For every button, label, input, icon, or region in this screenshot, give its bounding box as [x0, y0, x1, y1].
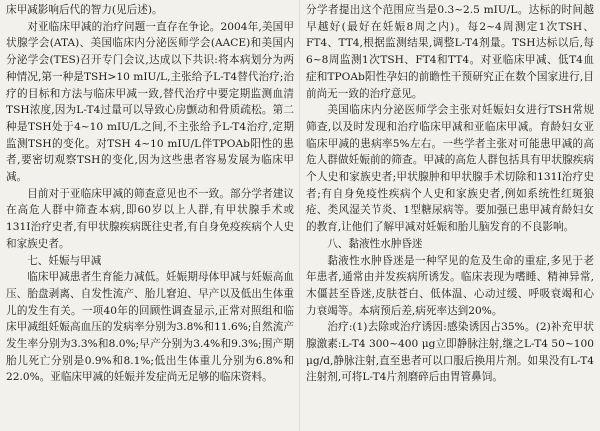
left-column [6, 2, 294, 386]
section-heading-pregnancy: 七、妊娠与甲减 [27, 254, 102, 267]
paragraph-screening: 目前对于亚临床甲减的筛查意见也不一致。部分学者建议在高危人群中筛查本病,即60岁以上人群,有甲状腺手术或131I治疗史者,有甲状腺疾病既往史者,有自身免疫疾病个人史和家族史者。 [6, 187, 294, 250]
paragraph-continued: 床甲减影响后代的智力(见后述)。 [6, 4, 163, 16]
paragraph-subclinical-treatment: 对亚临床甲减的治疗问题一直存在争论。2004年,美国甲状腺学会(ATA)、美国临床内分泌医师学会(AACE)和美国内分泌学会(TES)召开专门会议,达成以下共识:将本病划分为两种情况,第一种是TSH>10 mIU/L,主张给予L-T4替代治疗;治疗的目标和方法与临床甲减一致,替代治疗中要定期监测血清TSH浓度,因为L-T4过量可以导致心房颤动和骨质疏松。第二种是TSH处于4~10 mIU/L之间,不主张给予L-T4治疗,定期监测TSH的变化。对TSH 4~10 mIU/L伴TPOAb阳性的患者,要密切观察TSH的变化,因为这些患者容易发展为临床甲减。 [6, 20, 294, 184]
paragraph-pregnancy: 临床甲减患者生育能力减低。妊娠期母体甲减与妊娠高血压、胎盘剥离、自发性流产、胎儿窘迫、早产以及低出生体重儿的发生有关。一项40年的回顾性调查显示,正常对照组和临床甲减组妊娠高血压的发病率分别为3.8%和11.6%;自然流产发生率分别为3.3%和8.0%;早产分别为3.4%和9.3%;围产期胎儿死亡分别是0.9%和8.1%;低出生体重儿分别为6.8%和22.0%。亚临床甲减的妊娠并发症尚无足够的临床资料。 [6, 271, 294, 384]
right-column [306, 2, 594, 386]
paragraph-myxedema-treatment: 治疗:(1)去除或治疗诱因:感染诱因占35%。(2)补充甲状腺激素:L-T4 300~400 μg立即静脉注射,继之L-T4 50~100 μg/d,静脉注射,直至患者可以口服后换用片剂。如果没有L-T4注射剂,可将L-T4片剂磨碎后由胃管鼻饲。 [306, 321, 594, 384]
section-heading-myxedema-coma: 八、黏液性水肿昏迷 [327, 237, 423, 250]
paragraph-myxedema-description: 黏液性水肿昏迷是一种罕见的危及生命的重症,多见于老年患者,通常由并发疾病所诱发。临床表现为嗜睡、精神异常,木僵甚至昏迷,皮肤苍白、低体温、心动过缓、呼吸衰竭和心力衰竭等。本病预后差,病死率达到20%。 [306, 254, 594, 317]
column-divider [299, 0, 300, 431]
paragraph-tsh-target: 分学者提出这个范围应当是0.3~2.5 mIU/L。达标的时间越早越好(最好在妊娠8周之内)。每2~4周测定1次TSH、FT4、TT4,根据监测结果,调整L-T4剂量。TSH达标以后,每6~8周监测1次TSH、FT4和TT4。对亚临床甲减、低T4血症和TPOAb阳性孕妇的前瞻性干预研究正在数个国家进行,目前尚无一致的治疗意见。 [306, 4, 594, 100]
paragraph-aace-screening: 美国临床内分泌医师学会主张对妊娠妇女进行TSH常规筛查,以及时发现和治疗临床甲减和亚临床甲减。育龄妇女亚临床甲减的患病率5%左右。一些学者主张对可能患甲减的高危人群做妊娠前的筛查。甲减的高危人群包括具有甲状腺疾病个人史和家族史者;甲状腺肿和甲状腺手术切除和131I治疗史者;有自身免疫性疾病个人史和家族史者,例如系统性红斑狼疮、类风湿关节炎、1型糖尿病等。要加强已患甲减育龄妇女的教育,让他们了解甲减对妊娠和胎儿脑发育的不良影响。 [306, 104, 594, 234]
